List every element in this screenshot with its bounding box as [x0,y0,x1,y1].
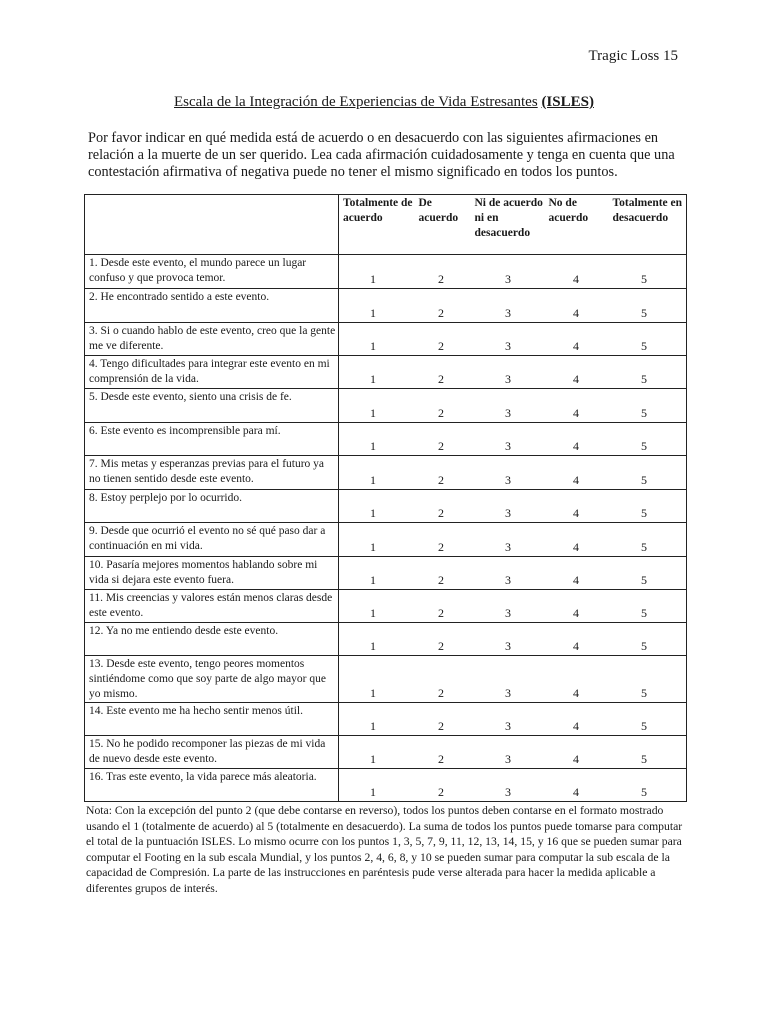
response-option-3[interactable]: 3 [505,686,511,700]
response-options [339,255,687,289]
item-statement: 16. Tras este evento, la vida parece más aleatoria. [85,769,339,802]
header-blank-cell [85,195,339,255]
item-statement: 3. Si o cuando hablo de este evento, creo que la gente me ve diferente. [85,323,339,356]
response-option-2[interactable]: 2 [438,540,444,554]
scale-table [84,194,687,802]
response-option-5[interactable]: 5 [641,506,647,520]
response-option-5[interactable]: 5 [641,719,647,733]
item-statement: 5. Desde este evento, siento una crisis de fe. [85,389,339,423]
table-row [85,255,687,289]
response-options [339,703,687,736]
response-option-1[interactable]: 1 [370,752,376,766]
response-option-2[interactable]: 2 [438,406,444,420]
response-options [339,456,687,490]
table-row [85,389,687,423]
response-options [339,656,687,703]
response-option-1[interactable]: 1 [370,606,376,620]
response-option-1[interactable]: 1 [370,306,376,320]
response-option-2[interactable]: 2 [438,686,444,700]
item-statement: 6. Este evento es incomprensible para mí. [85,423,339,456]
response-options [339,389,687,423]
response-option-3[interactable]: 3 [505,339,511,353]
response-option-3[interactable]: 3 [505,372,511,386]
item-statement: 9. Desde que ocurrió el evento no sé qué paso dar a continuación en mi vida. [85,523,339,557]
response-option-3[interactable]: 3 [505,573,511,587]
response-option-1[interactable]: 1 [370,473,376,487]
table-row [85,769,687,802]
response-options [339,557,687,590]
item-statement: 15. No he podido recomponer las piezas de mi vida de nuevo desde este evento. [85,736,339,769]
response-option-4[interactable]: 4 [573,785,579,799]
response-option-3[interactable]: 3 [505,473,511,487]
response-option-4[interactable]: 4 [573,606,579,620]
response-option-5[interactable]: 5 [641,686,647,700]
response-option-4[interactable]: 4 [573,339,579,353]
response-option-4[interactable]: 4 [573,752,579,766]
response-option-4[interactable]: 4 [573,686,579,700]
response-option-2[interactable]: 2 [438,573,444,587]
response-options [339,423,687,456]
title-acronym: (ISLES) [541,94,594,110]
response-option-3[interactable]: 3 [505,506,511,520]
response-option-4[interactable]: 4 [573,540,579,554]
item-statement: 4. Tengo dificultades para integrar este evento en mi comprensión de la vida. [85,356,339,389]
response-option-4[interactable]: 4 [573,272,579,286]
response-option-3[interactable]: 3 [505,785,511,799]
response-option-5[interactable]: 5 [641,372,647,386]
column-header: Ni de acuerdo ni en desacuerdo [471,195,545,255]
response-option-4[interactable]: 4 [573,439,579,453]
response-option-1[interactable]: 1 [370,719,376,733]
response-option-3[interactable]: 3 [505,719,511,733]
response-option-1[interactable]: 1 [370,785,376,799]
response-options [339,590,687,623]
response-option-3[interactable]: 3 [505,272,511,286]
item-statement: 11. Mis creencias y valores están menos claras desde este evento. [85,590,339,623]
table-row [85,557,687,590]
response-option-4[interactable]: 4 [573,473,579,487]
table-row [85,703,687,736]
response-option-1[interactable]: 1 [370,573,376,587]
response-option-4[interactable]: 4 [573,506,579,520]
table-row [85,590,687,623]
response-option-3[interactable]: 3 [505,306,511,320]
response-options [339,490,687,523]
item-statement: 1. Desde este evento, el mundo parece un lugar confuso y que provoca temor. [85,255,339,289]
title-main: Escala de la Integración de Experiencias de Vida Estresantes [174,94,538,110]
table-row [85,736,687,769]
response-option-3[interactable]: 3 [505,540,511,554]
response-option-3[interactable]: 3 [505,606,511,620]
response-option-5[interactable]: 5 [641,606,647,620]
item-statement: 10. Pasaría mejores momentos hablando sobre mi vida si dejara este evento fuera. [85,557,339,590]
response-option-4[interactable]: 4 [573,406,579,420]
response-option-2[interactable]: 2 [438,372,444,386]
table-row [85,289,687,323]
response-option-3[interactable]: 3 [505,752,511,766]
item-statement: 13. Desde este evento, tengo peores momentos sintiéndome como que soy parte de algo mayor que yo mismo. [85,656,339,703]
response-option-2[interactable]: 2 [438,506,444,520]
response-option-5[interactable]: 5 [641,306,647,320]
response-option-1[interactable]: 1 [370,686,376,700]
table-row [85,323,687,356]
response-option-4[interactable]: 4 [573,372,579,386]
response-option-5[interactable]: 5 [641,540,647,554]
response-option-1[interactable]: 1 [370,506,376,520]
response-option-5[interactable]: 5 [641,639,647,653]
response-option-2[interactable]: 2 [438,719,444,733]
response-option-4[interactable]: 4 [573,573,579,587]
response-option-4[interactable]: 4 [573,639,579,653]
response-option-5[interactable]: 5 [641,272,647,286]
response-option-1[interactable]: 1 [370,439,376,453]
item-statement: 14. Este evento me ha hecho sentir menos útil. [85,703,339,736]
instructions-paragraph: Por favor indicar en qué medida está de acuerdo o en desacuerdo con las siguientes afirmaciones en relación a la muerte de un ser querido. Lea cada afirmación cuidadosamente y tenga en cuenta que una contestación afirmativa of negativa puede no tener el mismo significado en todos los puntos. [88,130,675,180]
item-statement: 7. Mis metas y esperanzas previas para el futuro ya no tienen sentido desde este evento. [85,456,339,490]
response-option-5[interactable]: 5 [641,339,647,353]
response-option-2[interactable]: 2 [438,606,444,620]
response-option-5[interactable]: 5 [641,573,647,587]
response-option-1[interactable]: 1 [370,639,376,653]
response-option-5[interactable]: 5 [641,406,647,420]
table-row [85,423,687,456]
column-header: Totalmente de acuerdo [339,195,415,255]
table-header-row [85,195,687,255]
response-options [339,623,687,656]
response-option-2[interactable]: 2 [438,306,444,320]
response-option-2[interactable]: 2 [438,785,444,799]
response-option-2[interactable]: 2 [438,473,444,487]
response-options [339,356,687,389]
response-options [339,736,687,769]
table-row [85,456,687,490]
response-option-5[interactable]: 5 [641,439,647,453]
response-option-2[interactable]: 2 [438,272,444,286]
item-statement: 12. Ya no me entiendo desde este evento. [85,623,339,656]
response-option-2[interactable]: 2 [438,752,444,766]
table-row [85,490,687,523]
page-title [0,94,768,111]
table-row [85,523,687,557]
table-row [85,623,687,656]
response-option-5[interactable]: 5 [641,785,647,799]
response-option-5[interactable]: 5 [641,473,647,487]
response-option-3[interactable]: 3 [505,406,511,420]
column-header: Totalmente en desacuerdo [609,195,687,255]
item-statement: 2. He encontrado sentido a este evento. [85,289,339,323]
response-option-3[interactable]: 3 [505,439,511,453]
response-option-2[interactable]: 2 [438,439,444,453]
response-options [339,323,687,356]
response-option-1[interactable]: 1 [370,339,376,353]
response-options [339,769,687,802]
response-option-5[interactable]: 5 [641,752,647,766]
item-statement: 8. Estoy perplejo por lo ocurrido. [85,490,339,523]
response-option-1[interactable]: 1 [370,272,376,286]
running-head: Tragic Loss 15 [588,48,678,64]
response-option-1[interactable]: 1 [370,540,376,554]
column-header: No de acuerdo [545,195,609,255]
scoring-note: Nota: Con la excepción del punto 2 (que debe contarse en reverso), todos los puntos deben contarse en el formato mostrado usando el 1 (totalmente de acuerdo) al 5 (totalmente en desacuerdo). La suma de todos los puntos puede tomarse para computar el total de la puntuación ISLES. Lo mismo ocurre con los puntos 1, 3, 5, 7, 9, 11, 12, 13, 14, 15, y 16 que se pueden sumar para computar el Footing en la sub escala Mundial, y los puntos 2, 4, 6, 8, y 10 se pueden sumar para computar la sub escala de la capacidad de Compresión. La parte de las instrucciones en paréntesis pude verse alterada para hacer la medida aplicable a diferentes grupos de interés. [86,804,683,895]
response-option-2[interactable]: 2 [438,339,444,353]
response-options [339,523,687,557]
table-row [85,656,687,703]
response-option-1[interactable]: 1 [370,406,376,420]
table-row [85,356,687,389]
response-option-4[interactable]: 4 [573,719,579,733]
response-option-1[interactable]: 1 [370,372,376,386]
response-option-3[interactable]: 3 [505,639,511,653]
response-option-4[interactable]: 4 [573,306,579,320]
response-options [339,289,687,323]
column-header: De acuerdo [415,195,471,255]
response-option-2[interactable]: 2 [438,639,444,653]
